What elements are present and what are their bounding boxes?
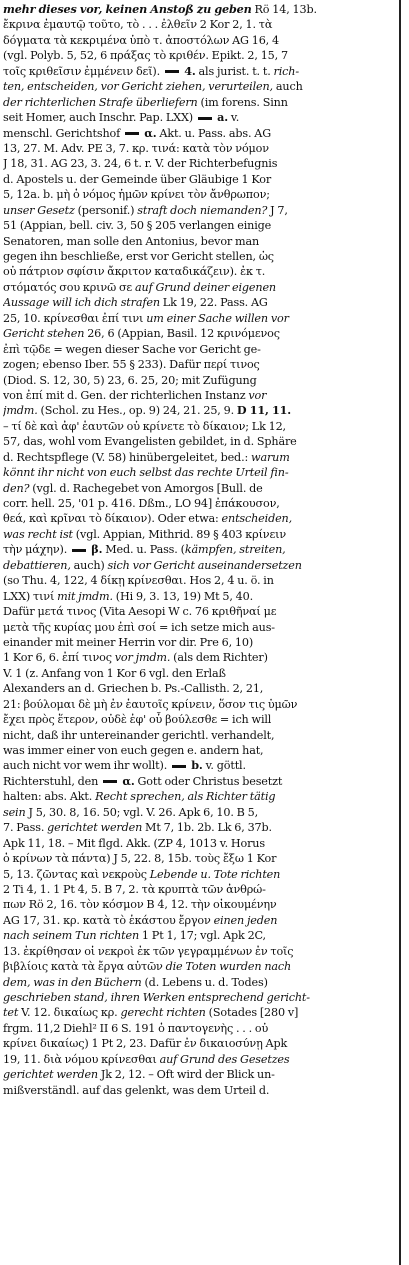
text-line bbox=[3, 697, 395, 712]
text-line bbox=[3, 295, 395, 310]
text-segment: Alexanders an d. Griechen b. Ps.-Callisth. 2, 21, bbox=[3, 682, 264, 696]
text-line bbox=[3, 1083, 395, 1098]
text-line bbox=[3, 496, 395, 511]
text-segment: 13. ἐκρίθησαν οἱ νεκροὶ ἐκ τῶν γεγραμμένων ἐν τοῖς bbox=[3, 944, 294, 958]
emphasized-text: den? bbox=[3, 481, 30, 495]
text-segment: δόγματα τὰ κεκριμένα ὑπὸ τ. ἀποστόλων AG 16, 4 bbox=[3, 33, 279, 47]
text-segment: Jk 2, 12. – Oft wird der Blick un- bbox=[97, 1068, 275, 1082]
text-line bbox=[3, 419, 395, 434]
text-segment: τὴν μάχην). bbox=[3, 543, 71, 557]
emphasized-text: α. bbox=[119, 773, 135, 788]
text-segment: Akt. u. Pass. abs. AG bbox=[156, 126, 272, 140]
text-line bbox=[3, 110, 395, 125]
text-line bbox=[3, 928, 395, 943]
text-line bbox=[3, 789, 395, 804]
text-line bbox=[3, 95, 395, 110]
emphasized-text: um einer Sache willen vor bbox=[146, 311, 289, 325]
text-line bbox=[3, 867, 395, 882]
emphasized-text: debattieren, bbox=[3, 558, 71, 572]
emphasized-text: unser Gesetz bbox=[3, 203, 75, 217]
text-segment: gegen ihn beschließe, erst vor Gericht stellen, ὡς bbox=[3, 250, 274, 263]
text-line bbox=[3, 527, 395, 542]
dictionary-column bbox=[3, 2, 395, 1262]
emphasized-text: dem, was in den Büchern bbox=[3, 975, 142, 989]
text-line bbox=[3, 373, 395, 388]
text-line bbox=[3, 311, 395, 326]
text-segment: θεά, καὶ κρῖναι τὸ δίκαιον). Oder etwa: bbox=[3, 512, 222, 526]
emphasized-text: Recht sprechen, als Richter tätig bbox=[95, 790, 276, 804]
text-segment: ἔχει πρὸς ἕτερον, οὐδὲ ἐφ' οὗ βούλεσθε = ich will bbox=[3, 713, 272, 727]
emphasized-text: mit jmdm. bbox=[57, 589, 113, 603]
text-line bbox=[3, 897, 395, 912]
text-segment: ὁ κρίνων τὰ πάντα) J 5, 22. 8, 15b. τοὺς ἔξω 1 Kor bbox=[3, 852, 277, 866]
text-line bbox=[3, 805, 395, 820]
text-line bbox=[3, 774, 395, 789]
text-segment: 5, 12a. b. μὴ ὁ νόμος ἡμῶν κρίνει τὸν ἄνθρωπον; bbox=[3, 188, 270, 202]
text-segment: 19, 11. διὰ νόμου κρίνεσθαι bbox=[3, 1052, 160, 1066]
emphasized-text: Lebende u. Tote richten bbox=[149, 867, 281, 881]
text-line bbox=[3, 589, 395, 604]
text-line bbox=[3, 234, 395, 249]
text-segment: (Hi 9, 3. 13, 19) Mt 5, 40. bbox=[112, 589, 254, 603]
text-line bbox=[3, 681, 395, 696]
emphasized-text: straft doch niemanden? bbox=[137, 203, 268, 217]
text-segment: zogen; ebenso Iber. 55 § 233). Dafür περί τινος bbox=[3, 358, 260, 372]
text-segment: als jurist. t. t. bbox=[195, 64, 274, 78]
section-dash bbox=[72, 549, 86, 552]
text-segment: nicht, daß ihr untereinander gerichtl. verhandelt, bbox=[3, 728, 275, 742]
text-segment: (so Thu. 4, 122, 4 δίκῃ κρίνεσθαι. Hos 2, 4 u. ö. in bbox=[3, 574, 274, 588]
text-segment: (vgl. d. Rachegebet von Amorgos [Bull. de bbox=[29, 481, 263, 495]
text-segment: Med. u. Pass. ( bbox=[102, 543, 185, 557]
text-segment: d. Apostels u. der Gemeinde über Gläubige 1 Kor bbox=[3, 172, 272, 186]
text-line bbox=[3, 48, 395, 63]
section-dash bbox=[165, 70, 179, 73]
text-segment: (d. Lebens u. d. Todes) bbox=[141, 975, 268, 989]
emphasized-text: rich- bbox=[273, 64, 299, 78]
text-line bbox=[3, 959, 395, 974]
text-segment: (personif.) bbox=[74, 203, 138, 217]
emphasized-text: D 11, 11. bbox=[236, 403, 291, 418]
text-segment: halten: abs. Akt. bbox=[3, 790, 96, 804]
text-segment: 1 Pt 1, 17; vgl. Apk 2C, bbox=[139, 929, 266, 943]
text-segment: V. 1 (z. Anfang von 1 Kor 6 vgl. den Erlaß bbox=[3, 666, 226, 680]
text-segment: 7. Pass. bbox=[3, 821, 48, 835]
emphasized-text: 4. bbox=[180, 63, 196, 78]
text-line bbox=[3, 326, 395, 341]
emphasized-text: könnt ihr nicht von euch selbst das rechte Urteil fin- bbox=[3, 466, 289, 480]
text-segment: frgm. 11,2 Diehl² II 6 S. 191 ὁ παντογενὴς . . . οὐ bbox=[3, 1021, 269, 1035]
text-line bbox=[3, 975, 395, 990]
text-line bbox=[3, 342, 395, 357]
text-line bbox=[3, 743, 395, 758]
text-line bbox=[3, 218, 395, 233]
text-line bbox=[3, 465, 395, 480]
text-segment: Mt 7, 1b. 2b. Lk 6, 37b. bbox=[142, 821, 272, 835]
text-line bbox=[3, 836, 395, 851]
text-segment: einander mit meiner Herrin vor dir. Pre 6, 10) bbox=[3, 635, 254, 649]
text-segment: Lk 19, 22. Pass. AG bbox=[159, 296, 268, 310]
text-line bbox=[3, 1067, 395, 1082]
text-line bbox=[3, 481, 395, 496]
text-line bbox=[3, 2, 395, 17]
text-line bbox=[3, 172, 395, 187]
text-segment: Dafür μετά τινος (Vita Aesopi W c. 76 κριθῆναί με bbox=[3, 605, 277, 619]
emphasized-text: jmdm. bbox=[3, 404, 38, 418]
text-line bbox=[3, 264, 395, 279]
text-line bbox=[3, 511, 395, 526]
emphasized-text: nach seinem Tun richten bbox=[3, 929, 140, 943]
text-line bbox=[3, 666, 395, 681]
text-segment: Senatoren, man solle den Antonius, bevor man bbox=[3, 234, 260, 248]
emphasized-text: auf Grund des Gesetzes bbox=[159, 1052, 290, 1066]
emphasized-text: Gericht stehen bbox=[3, 327, 85, 341]
text-line bbox=[3, 280, 395, 295]
emphasized-text: vor bbox=[248, 388, 267, 402]
emphasized-text: kämpfen, streiten, bbox=[184, 543, 286, 557]
text-segment: was immer einer von euch gegen e. andern hat, bbox=[3, 744, 264, 757]
text-line bbox=[3, 1021, 395, 1036]
text-segment: 2 Ti 4, 1. 1 Pt 4, 5. B 7, 2. τὰ κρυπτὰ τῶν ἀνθρώ- bbox=[3, 882, 266, 896]
text-line bbox=[3, 403, 395, 418]
text-segment: (Diod. S. 12, 30, 5) 23, 6. 25, 20; mit Zufügung bbox=[3, 373, 257, 387]
emphasized-text: gerecht richten bbox=[120, 1006, 206, 1020]
text-line bbox=[3, 758, 395, 773]
text-segment: 21: βούλομαι δὲ μὴ ἐν ἑαυτοῖς κρίνειν, ὅσον τις ὑμῶν bbox=[3, 697, 298, 711]
text-segment: 13, 27. M. Adv. PE 3, 7. κρ. τινά: κατὰ τὸν νόμον bbox=[3, 141, 269, 155]
section-dash bbox=[125, 132, 139, 135]
text-line bbox=[3, 64, 395, 79]
text-segment: auch) bbox=[70, 558, 108, 572]
emphasized-text: der richterlichen Strafe überliefern bbox=[3, 95, 198, 109]
text-line bbox=[3, 17, 395, 32]
text-segment: von ἐπί mit d. Gen. der richterlichen Instanz bbox=[3, 388, 249, 402]
text-segment: Richterstuhl, den bbox=[3, 774, 102, 788]
emphasized-text: gerichtet werden bbox=[3, 1068, 98, 1082]
text-segment: 1 Kor 6, 6. ἐπί τινος bbox=[3, 651, 115, 665]
text-segment: 25, 10. κρίνεσθαι ἐπί τινι bbox=[3, 311, 147, 325]
text-line bbox=[3, 913, 395, 928]
emphasized-text: vor jmdm. bbox=[114, 651, 171, 665]
text-segment: corr. hell. 25, '01 p. 416. Dßm., LO 94] ἐπάκουσον, bbox=[3, 497, 280, 510]
text-segment: ἔκρινα ἐμαυτῷ τοῦτο, τὸ . . . ἐλθεῖν 2 Kor 2, 1. τὰ bbox=[3, 18, 273, 32]
text-segment: βιβλίοις κατὰ τὰ ἔργα αὐτῶν bbox=[3, 960, 166, 974]
text-segment: Rö 14, 13b. bbox=[251, 3, 317, 16]
emphasized-text: sein bbox=[3, 805, 26, 819]
text-line bbox=[3, 635, 395, 650]
emphasized-text: sich vor Gericht auseinandersetzen bbox=[107, 558, 302, 572]
text-segment: πων Rö 2, 16. τὸν κόσμον B 4, 12. τὴν οἰκουμένην bbox=[3, 898, 277, 912]
text-line bbox=[3, 187, 395, 202]
text-line bbox=[3, 1005, 395, 1020]
text-segment: κρίνει δικαίως) 1 Pt 2, 23. Dafür ἐν δικαιοσύνῃ Apk bbox=[3, 1037, 288, 1051]
text-line bbox=[3, 712, 395, 727]
text-line bbox=[3, 203, 395, 218]
text-line bbox=[3, 650, 395, 665]
emphasized-text: gerichtet werden bbox=[47, 821, 143, 835]
text-segment: seit Homer, auch Inschr. Pap. LXX) bbox=[3, 111, 196, 125]
text-segment: J 7, bbox=[267, 203, 288, 217]
emphasized-text: die Toten wurden nach bbox=[165, 960, 292, 974]
text-line bbox=[3, 882, 395, 897]
text-line bbox=[3, 1036, 395, 1051]
text-segment: – τί δὲ καὶ ἀφ' ἑαυτῶν οὐ κρίνετε τὸ δίκαιον; Lk 12, bbox=[3, 419, 286, 433]
emphasized-text: a. bbox=[213, 110, 229, 125]
text-segment: (als dem Richter) bbox=[170, 651, 268, 665]
text-line bbox=[3, 990, 395, 1005]
emphasized-text: ten, entscheiden, vor Gericht ziehen, verurteilen, bbox=[3, 80, 273, 94]
text-segment: d. Rechtspflege (V. 58) hinübergeleitet, bed.: bbox=[3, 450, 252, 464]
emphasized-text: mehr dieses vor, keinen Anstoß zu geben bbox=[3, 2, 252, 16]
emphasized-text: entscheiden, bbox=[221, 512, 293, 526]
text-line bbox=[3, 388, 395, 403]
text-segment: οὐ πάτριον σφίσιν ἄκριτον καταδικάζειν). ἐκ τ. bbox=[3, 265, 266, 279]
text-line bbox=[3, 573, 395, 588]
text-line bbox=[3, 851, 395, 866]
text-line bbox=[3, 820, 395, 835]
text-segment: v. göttl. bbox=[202, 759, 246, 773]
text-line bbox=[3, 944, 395, 959]
text-segment: (Sotades [280 v] bbox=[205, 1006, 299, 1020]
text-line bbox=[3, 141, 395, 156]
emphasized-text: einen jeden bbox=[213, 913, 278, 927]
text-segment: J 18, 31. AG 23, 3. 24, 6 t. r. V. der Richterbefugnis bbox=[3, 157, 278, 171]
emphasized-text: auf Grund deiner eigenen bbox=[135, 280, 276, 294]
section-dash bbox=[172, 765, 186, 768]
emphasized-text: geschrieben stand, ihren Werken entsprechend gericht- bbox=[3, 991, 310, 1004]
text-segment: 5, 13. ζῶντας καὶ νεκροὺς bbox=[3, 867, 150, 881]
text-line bbox=[3, 620, 395, 635]
text-line bbox=[3, 33, 395, 48]
text-segment: 26, 6 (Appian, Basil. 12 κρινόμενος bbox=[84, 327, 280, 341]
emphasized-text: Aussage will ich dich strafen bbox=[3, 296, 160, 310]
text-segment: (vgl. Appian, Mithrid. 89 § 403 κρίνειν bbox=[72, 527, 286, 541]
emphasized-text: α. bbox=[141, 125, 157, 140]
text-line bbox=[3, 542, 395, 557]
column-rule bbox=[399, 0, 401, 1265]
emphasized-text: was recht ist bbox=[3, 527, 73, 541]
text-line bbox=[3, 357, 395, 372]
emphasized-text: β. bbox=[88, 542, 103, 557]
text-line bbox=[3, 1052, 395, 1067]
emphasized-text: tet bbox=[3, 1006, 19, 1020]
text-segment: 51 (Appian, bell. civ. 3, 50 § 205 verlangen einige bbox=[3, 219, 272, 233]
text-segment: auch nicht vor wem ihr wollt). bbox=[3, 759, 171, 773]
text-segment: (Schol. zu Hes., op. 9) 24, 21. 25, 9. bbox=[37, 404, 237, 418]
text-line bbox=[3, 728, 395, 743]
text-segment: τοῖς κριθεῖσιν ἐμμένειν δεῖ). bbox=[3, 64, 163, 78]
emphasized-text: warum bbox=[251, 450, 290, 464]
text-segment: στόματός σου κρινῶ σε bbox=[3, 280, 135, 294]
text-segment: J 5, 30. 8, 16. 50; vgl. V. 26. Apk 6, 10. B 5, bbox=[25, 805, 259, 819]
emphasized-text: b. bbox=[188, 758, 203, 773]
text-line bbox=[3, 126, 395, 141]
text-segment: menschl. Gerichtshof bbox=[3, 126, 124, 140]
text-segment: (vgl. Polyb. 5, 52, 6 πράξας τὸ κριθέν. Epikt. 2, 15, 7 bbox=[3, 49, 288, 63]
text-segment: Apk 11, 18. – Mit flgd. Akk. (ZP 4, 1013 v. Horus bbox=[3, 836, 265, 850]
text-segment: AG 17, 31. κρ. κατὰ τὸ ἑκάστου ἔργον bbox=[3, 913, 214, 927]
text-line bbox=[3, 434, 395, 449]
text-segment: Gott oder Christus besetzt bbox=[134, 774, 283, 788]
text-line bbox=[3, 558, 395, 573]
text-segment: LXX) τινί bbox=[3, 589, 58, 603]
text-line bbox=[3, 249, 395, 264]
text-line bbox=[3, 79, 395, 94]
text-segment: auch bbox=[272, 80, 303, 94]
text-line bbox=[3, 156, 395, 171]
text-segment: ἐπὶ τῷδε = wegen dieser Sache vor Gericht ge- bbox=[3, 342, 261, 356]
text-segment: mißverständl. auf das gelenkt, was dem Urteil d. bbox=[3, 1083, 270, 1097]
text-segment: 57, das, wohl vom Evangelisten gebildet, in d. Sphäre bbox=[3, 435, 297, 449]
section-dash bbox=[198, 117, 212, 120]
section-dash bbox=[103, 780, 117, 783]
text-segment: μετὰ τῆς κυρίας μου ἐπὶ σοί = ich setze mich aus- bbox=[3, 620, 275, 634]
text-segment: V. 12. δικαίως κρ. bbox=[18, 1006, 121, 1020]
text-line bbox=[3, 450, 395, 465]
text-line bbox=[3, 604, 395, 619]
text-segment: v. bbox=[228, 111, 240, 125]
text-segment: (im forens. Sinn bbox=[197, 95, 288, 109]
